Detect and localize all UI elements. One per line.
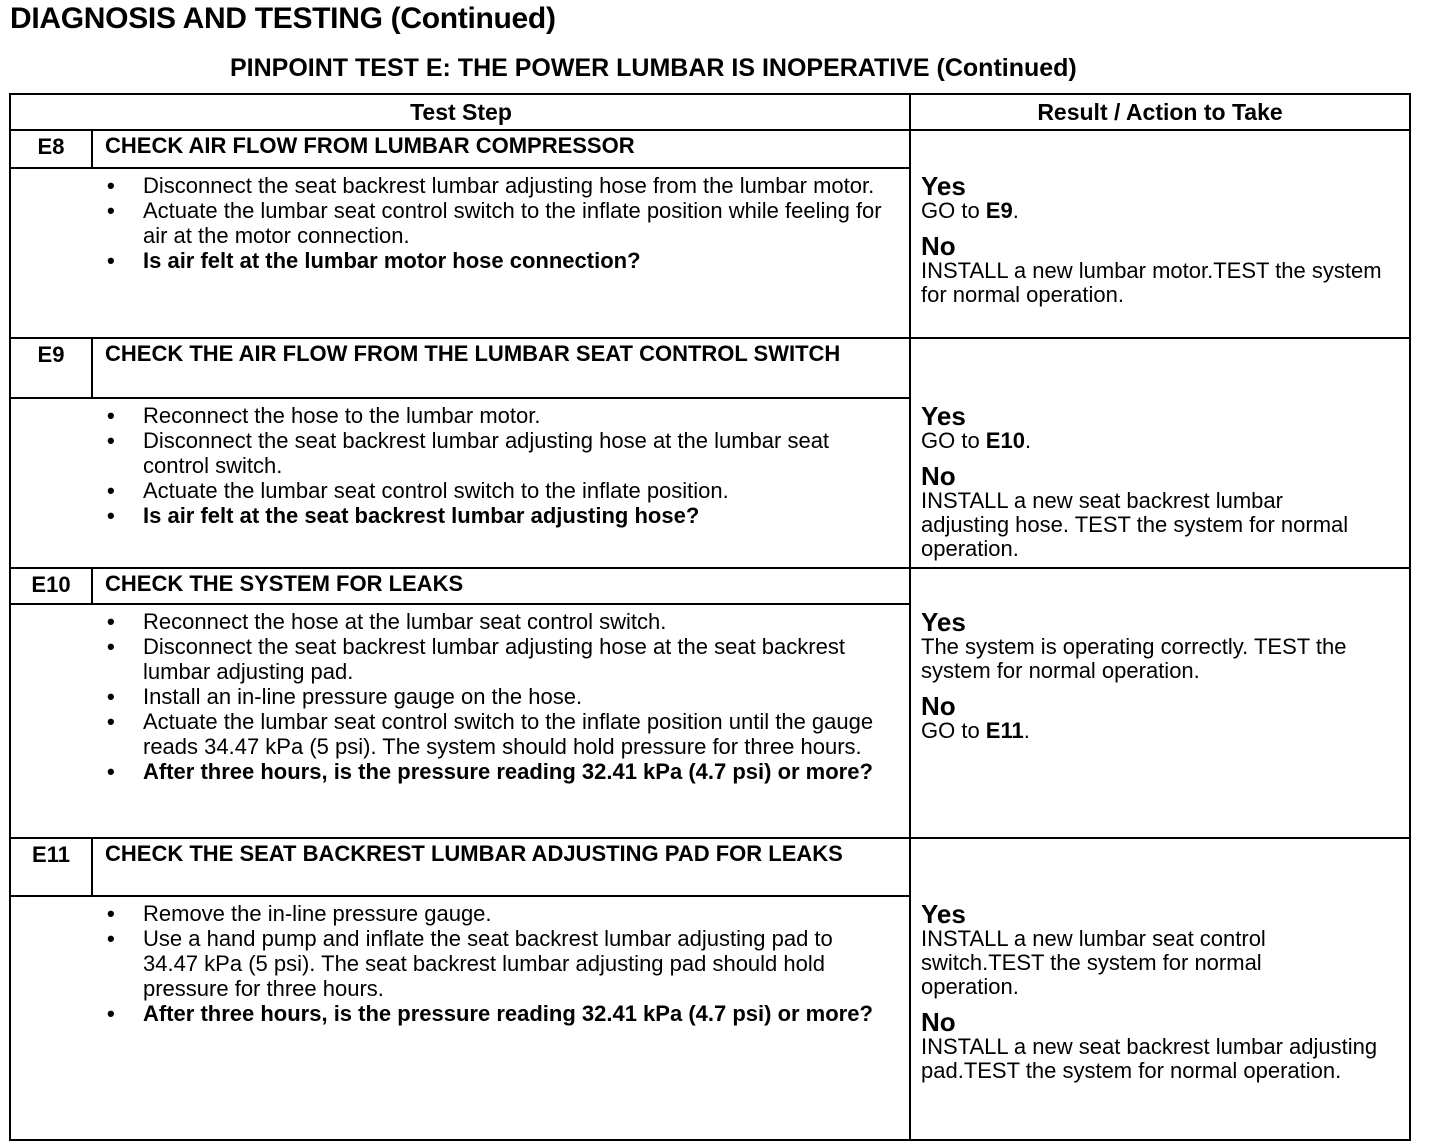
step-row-e10 (11, 569, 1409, 839)
step-id: E10 (11, 569, 93, 603)
list-item: • Install an in-line pressure gauge on the hose. (107, 684, 583, 709)
list-item: • Remove the in-line pressure gauge. (107, 901, 492, 926)
step-instructions (103, 173, 893, 273)
yes-label: Yes (921, 401, 966, 431)
list-item: • Actuate the lumbar seat control switch to the inflate position while feeling for air at the motor connection. (107, 198, 882, 248)
no-label: No (921, 461, 956, 491)
step-title: CHECK AIR FLOW FROM LUMBAR COMPRESSOR (105, 133, 635, 158)
list-item: • Reconnect the hose at the lumbar seat control switch. (107, 609, 667, 634)
step-id: E8 (11, 131, 93, 167)
step-header-e9 (11, 339, 911, 399)
no-label: No (921, 1007, 956, 1037)
step-instructions (103, 901, 893, 1026)
step-id: E11 (11, 839, 93, 895)
page-title: DIAGNOSIS AND TESTING (Continued) (10, 2, 556, 35)
step-question: • Is air felt at the seat backrest lumbar adjusting hose? (107, 503, 700, 528)
header-test-step: Test Step (11, 95, 911, 131)
step-header-e8 (11, 131, 911, 169)
no-action: INSTALL a new seat backrest lumbar adjusting hose. TEST the system for normal operation. (921, 488, 1349, 561)
step-row-e11 (11, 839, 1409, 1141)
step-title: CHECK THE SEAT BACKREST LUMBAR ADJUSTING PAD FOR LEAKS (105, 841, 843, 866)
step-instructions (103, 609, 893, 784)
result-action-e8 (921, 173, 1399, 307)
list-item: • Use a hand pump and inflate the seat backrest lumbar adjusting pad to 34.47 kPa (5 psi). The seat backrest lumbar adjusting pad should hold pressure for three hours. (107, 926, 833, 1001)
step-question: • After three hours, is the pressure reading 32.41 kPa (4.7 psi) or more? (107, 1001, 873, 1026)
yes-action: GO to E10. (921, 428, 1032, 453)
step-question: • Is air felt at the lumbar motor hose connection? (107, 248, 641, 273)
list-item: • Disconnect the seat backrest lumbar adjusting hose at the seat backrest lumbar adjusting pad. (107, 634, 845, 684)
step-id: E9 (11, 339, 93, 397)
yes-action: GO to E9. (921, 198, 1019, 223)
list-item: • Reconnect the hose to the lumbar motor. (107, 403, 541, 428)
pinpoint-test-title: PINPOINT TEST E: THE POWER LUMBAR IS INOPERATIVE (Continued) (230, 54, 1077, 82)
yes-action: INSTALL a new lumbar seat control switch.TEST the system for normal operation. (921, 926, 1266, 999)
yes-action: The system is operating correctly. TEST the system for normal operation. (921, 634, 1347, 683)
step-title: CHECK THE AIR FLOW FROM THE LUMBAR SEAT CONTROL SWITCH (105, 341, 841, 366)
step-row-e8 (11, 131, 1409, 339)
step-header-e11 (11, 839, 911, 897)
step-question: • After three hours, is the pressure reading 32.41 kPa (4.7 psi) or more? (107, 759, 873, 784)
step-instructions (103, 403, 893, 528)
result-action-e10 (921, 609, 1399, 743)
no-action: INSTALL a new lumbar motor.TEST the system for normal operation. (921, 258, 1382, 307)
yes-label: Yes (921, 607, 966, 637)
yes-label: Yes (921, 171, 966, 201)
no-action: INSTALL a new seat backrest lumbar adjusting pad.TEST the system for normal operation. (921, 1034, 1378, 1083)
pinpoint-test-table (9, 93, 1411, 1141)
result-action-e9 (921, 403, 1399, 561)
list-item: • Disconnect the seat backrest lumbar adjusting hose at the lumbar seat control switch. (107, 428, 830, 478)
list-item: • Disconnect the seat backrest lumbar adjusting hose from the lumbar motor. (107, 173, 875, 198)
step-row-e9 (11, 339, 1409, 569)
result-action-e11 (921, 901, 1399, 1083)
no-action: GO to E11. (921, 718, 1030, 743)
no-label: No (921, 231, 956, 261)
step-title: CHECK THE SYSTEM FOR LEAKS (105, 571, 464, 596)
list-item: • Actuate the lumbar seat control switch to the inflate position until the gauge reads 34.47 kPa (5 psi). The system should hold pressure for three hours. (107, 709, 874, 759)
list-item: • Actuate the lumbar seat control switch to the inflate position. (107, 478, 729, 503)
step-header-e10 (11, 569, 911, 605)
no-label: No (921, 691, 956, 721)
header-result-action: Result / Action to Take (911, 95, 1409, 131)
yes-label: Yes (921, 899, 966, 929)
